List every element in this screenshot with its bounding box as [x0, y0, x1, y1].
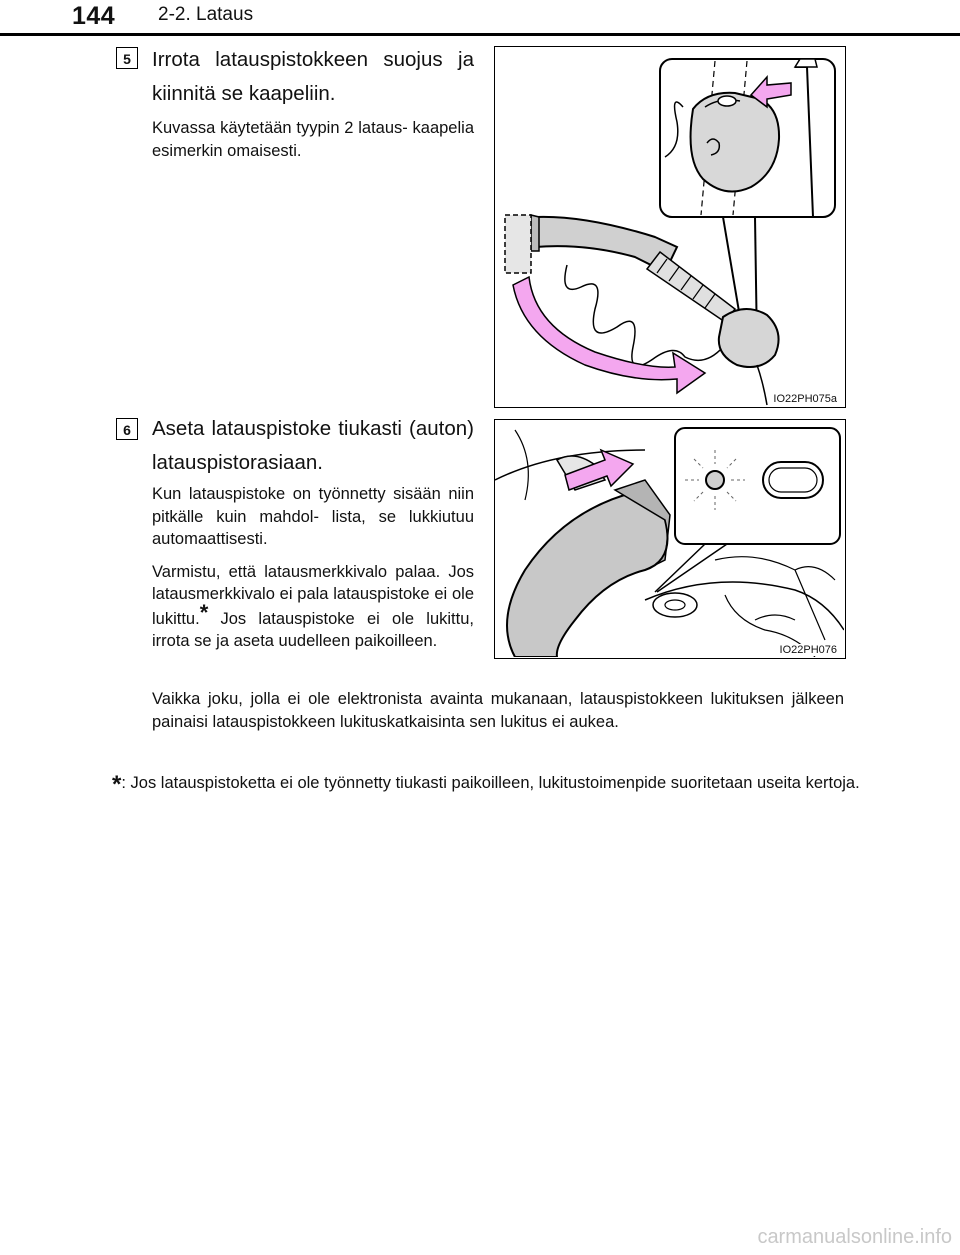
watermark: carmanualsonline.info — [757, 1226, 952, 1248]
page-number: 144 — [72, 2, 116, 30]
footnote-marker-inline: * — [199, 599, 209, 625]
step-6-badge: 6 — [116, 418, 138, 440]
step-6-para3: Vaikka joku, jolla ei ole elektronista avainta mukanaan, latauspistokkeen lukituksen jälkeen painaisi latauspistokkeen lukituskatkaisinta sen lukitus ei aukea. — [152, 690, 844, 731]
step-5-badge: 5 — [116, 47, 138, 69]
step-6-para2 — [152, 561, 474, 653]
header-rule — [0, 33, 960, 36]
figure-6-code: IO22PH076 — [779, 644, 837, 656]
figure-5-code: IO22PH075a — [773, 393, 837, 405]
step-5-note — [152, 117, 474, 172]
footnote-text: : Jos latauspistoketta ei ole työnnetty tiukasti paikoilleen, lukitustoimenpide suoritetaan useita kertoja. — [121, 774, 860, 792]
figure-remove-cover — [494, 46, 846, 408]
step-5-title: Irrota latauspistokkeen suojus ja kiinnitä se kaapeliin. — [152, 48, 474, 105]
page-header — [0, 0, 960, 40]
step-6-body — [152, 483, 474, 663]
step-6-title: Aseta latauspistoke tiukasti (auton) latauspistorasiaan. — [152, 417, 474, 474]
step-6-para1: Kun latauspistoke on työnnetty sisään niin pitkälle kuin mahdol- lista, se lukkiutuu automaattisesti. — [152, 485, 474, 548]
step-6-para2-before: Varmistu, että latausmerkkivalo palaa. Jos latausmerkkivalo ei pala latauspistoke ei ole lukittu. — [152, 562, 474, 628]
step-5-note-text: Kuvassa käytetään tyypin 2 lataus- kaapelia esimerkin omaisesti. — [152, 119, 474, 160]
charging-inlet-illustration — [495, 420, 844, 657]
footnote — [112, 770, 866, 798]
step-6-para2-after: Jos latauspistoke ei ole lukittu, irrota se ja aseta uudelleen paikoilleen. — [152, 609, 474, 650]
charging-plug-cover-illustration — [495, 47, 844, 406]
footnote-marker: * — [112, 771, 122, 798]
chapter-title: 2-2. Lataus — [158, 4, 254, 25]
figure-insert-plug — [494, 419, 846, 659]
step-6-para3-block — [152, 688, 844, 743]
